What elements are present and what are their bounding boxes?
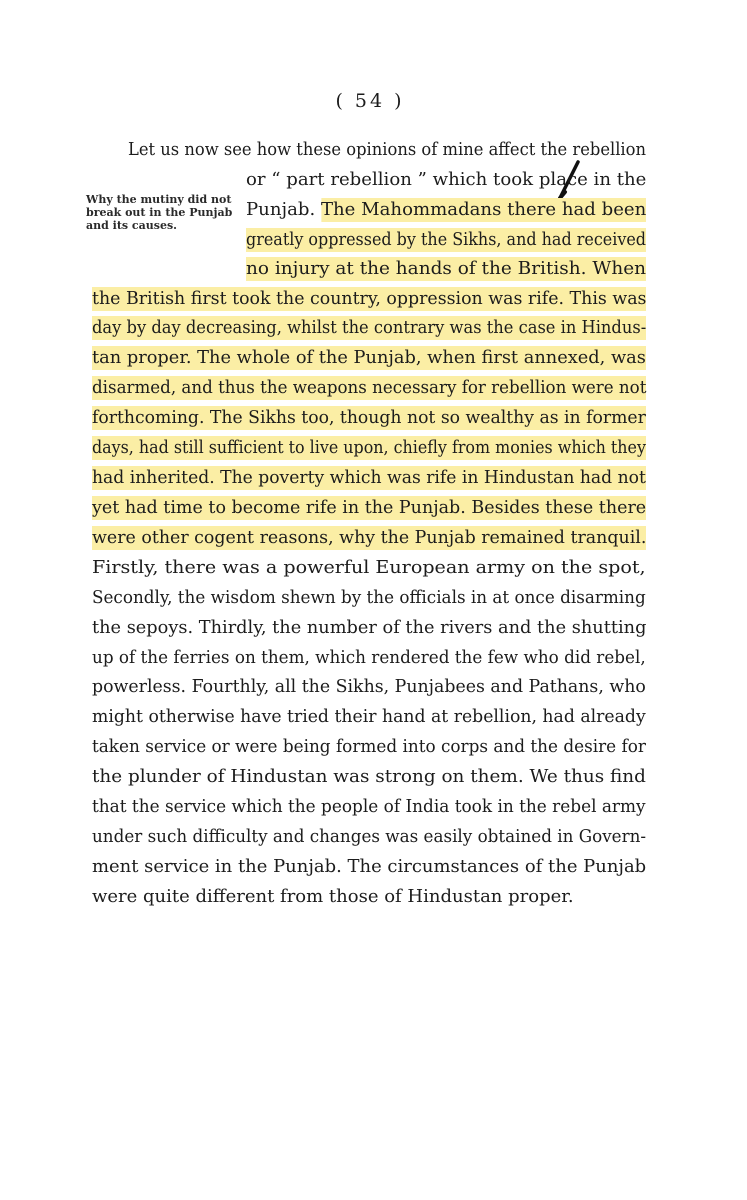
line-text: were quite different from those of Hindustan proper. (92, 886, 574, 907)
text-line (92, 346, 646, 370)
text-line (92, 705, 646, 729)
highlighted-text: yet had time to become rife in the Punjab. Besides these there (92, 497, 647, 518)
highlighted-text: forthcoming. The Sikhs too, though not so wealthy as in former (92, 407, 646, 428)
line-text: under such difficulty and changes was easily obtained in Govern- (92, 826, 647, 847)
text-line (92, 556, 646, 580)
text-line (246, 198, 646, 222)
text-line (246, 168, 646, 192)
line-text: Firstly, there was a powerful European army on the spot, (92, 557, 646, 578)
text-line (92, 885, 574, 909)
highlighted-text: The Mahommadans there had been (320, 199, 647, 220)
highlighted-text: were other cogent reasons, why the Punjab remained tranquil. (92, 527, 647, 548)
line-text: Secondly, the wisdom shewn by the officials in at once disarming (92, 587, 646, 608)
highlighted-text: the British first took the country, oppression was rife. This was (92, 288, 647, 309)
line-text: ment service in the Punjab. The circumstances of the Punjab (92, 856, 647, 877)
text-line (92, 855, 646, 879)
text-line (92, 376, 646, 400)
text-line (92, 765, 646, 789)
line-text: the plunder of Hindustan was strong on them. We thus find (92, 766, 646, 787)
text-line (92, 316, 646, 340)
highlighted-text: disarmed, and thus the weapons necessary for rebellion were not (92, 377, 647, 398)
text-line (92, 586, 646, 610)
line-text: taken service or were being formed into corps and the desire for (92, 736, 646, 757)
text-line (92, 735, 646, 759)
margin-note: Why the mutiny did not break out in the Punjab and its causes. (86, 193, 233, 232)
text-line (92, 436, 646, 460)
line-text: powerless. Fourthly, all the Sikhs, Punjabees and Pathans, who (92, 676, 646, 697)
line-text: or “ part rebellion ” which took place in the (246, 169, 647, 190)
text-line (92, 825, 646, 849)
text-line (92, 496, 646, 520)
highlighted-text: tan proper. The whole of the Punjab, when first annexed, was (92, 347, 646, 368)
text-line (92, 526, 646, 550)
text-line (92, 466, 646, 490)
line-text: the sepoys. Thirdly, the number of the rivers and the shutting (92, 617, 647, 638)
highlighted-text: had inherited. The poverty which was rife in Hindustan had not (92, 467, 646, 488)
line-text: that the service which the people of India took in the rebel army (92, 796, 646, 817)
text-line (92, 287, 646, 311)
text-line (128, 138, 646, 162)
line-text: Let us now see how these opinions of mine affect the rebellion (128, 139, 647, 160)
line-text: Punjab. (246, 199, 321, 220)
text-line (92, 616, 646, 640)
highlighted-text: day by day decreasing, whilst the contrary was the case in Hindus- (92, 317, 647, 338)
line-text: up of the ferries on them, which rendered the few who did rebel, (92, 647, 646, 668)
highlighted-text: no injury at the hands of the British. When (246, 258, 647, 279)
page-number: ( 54 ) (335, 90, 405, 112)
text-line (246, 228, 646, 252)
text-line (92, 646, 646, 670)
text-line (92, 795, 646, 819)
highlighted-text: days, had still sufficient to live upon, chiefly from monies which they (92, 437, 646, 458)
text-line (246, 257, 646, 281)
text-line (92, 675, 646, 699)
text-line (92, 406, 646, 430)
highlighted-text: greatly oppressed by the Sikhs, and had received (246, 229, 647, 250)
line-text: might otherwise have tried their hand at rebellion, had already (92, 706, 646, 727)
